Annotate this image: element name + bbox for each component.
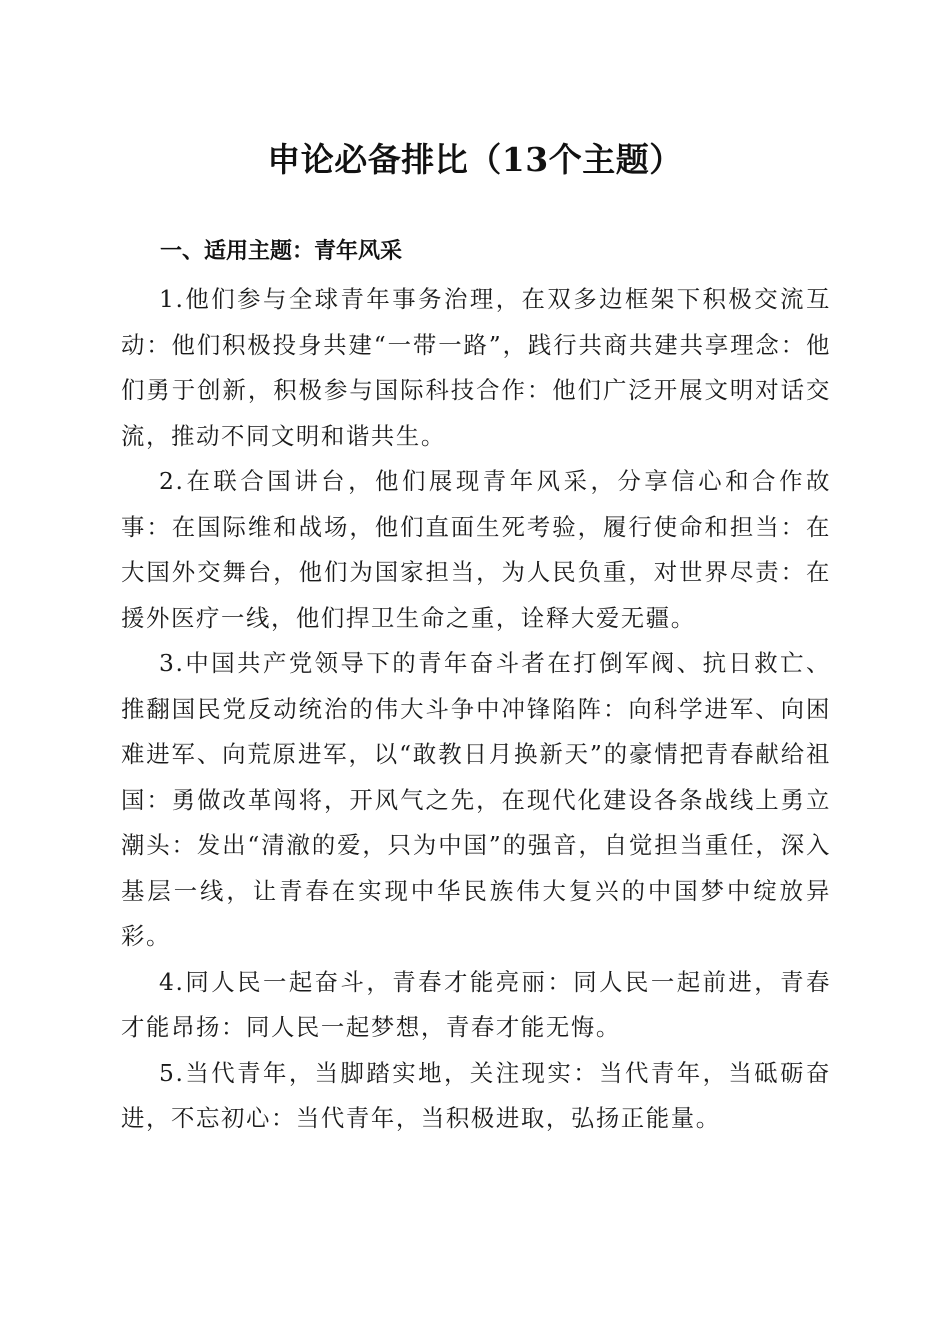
paragraph-1: 1.他们参与全球青年事务治理，在双多边框架下积极交流互动：他们积极投身共建“一带一路”，践行共商共建共享理念：他们勇于创新，积极参与国际科技合作：他们广泛开展文明对话交流，推动不同文明和谐共生。 [121, 285, 831, 450]
section-body [121, 277, 831, 1142]
paragraph-4: 4.同人民一起奋斗，青春才能亮丽：同人民一起前进，青春才能昂扬：同人民一起梦想，青春才能无悔。 [121, 967, 831, 1041]
paragraph-2: 2.在联合国讲台，他们展现青年风采，分享信心和合作故事：在国际维和战场，他们直面生死考验，履行使命和担当：在大国外交舞台，他们为国家担当，为人民负重，对世界尽责：在援外医疗一线，他们捍卫生命之重，诠释大爱无疆。 [121, 467, 831, 632]
document-title: 申论必备排比（13个主题） [267, 140, 683, 179]
section-heading: 一、适用主题：青年风采 [160, 239, 403, 264]
paragraph-3: 3.中国共产党领导下的青年奋斗者在打倒军阀、抗日救亡、推翻国民党反动统治的伟大斗争中冲锋陷阵：向科学进军、向困难进军、向荒原进军，以“敢教日月换新天”的豪情把青春献给祖国：勇做改革闯将，开风气之先，在现代化建设各条战线上勇立潮头：发出“清澈的爱，只为中国”的强音，自觉担当重任，深入基层一线，让青春在实现中华民族伟大复兴的中国梦中绽放异彩。 [121, 649, 831, 950]
paragraph-5: 5.当代青年，当脚踏实地，关注现实：当代青年，当砥砺奋进，不忘初心：当代青年，当积极进取，弘扬正能量。 [121, 1058, 831, 1132]
